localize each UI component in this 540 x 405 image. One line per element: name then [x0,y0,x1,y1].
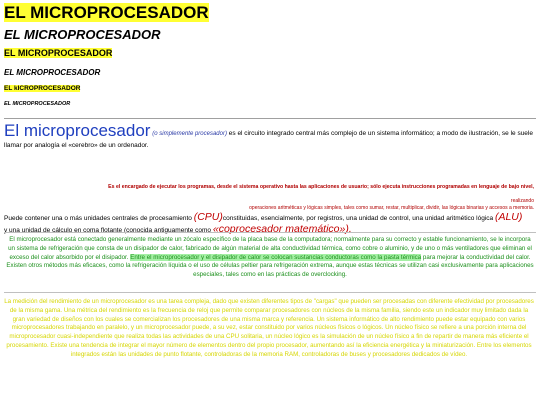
heading-5: EL kICROPROCESADOR [4,85,81,92]
divider [4,292,536,293]
red-paragraph-continued [4,198,534,211]
heading-6: EL MICROPROCESADOR [4,101,71,107]
red-paragraph-tail: operaciones aritméticas y lógicas simples, tales como sumar, restar, multiplicar, dividir, las lógicas binarias y accesos a memoria. [249,204,534,211]
cpu-text-2: constituidas, esencialmente, por registros, una unidad de control, una unidad aritmético lógica [222,215,495,222]
heading-2: EL MICROPROCESADOR [4,27,161,42]
intro-title: El microprocesador [4,121,151,140]
heading-3: EL MICROPROCESADOR [4,48,113,58]
intro-paragraph [4,121,534,152]
cpu-text-3: y una unidad de cálculo en coma flotante (conocida antiguamente como [4,227,213,234]
cpu-text-1: Puede contener una o más unidades centrales de procesamiento [4,215,194,222]
green-paragraph [6,236,534,280]
yellow-paragraph: La medición del rendimiento de un microprocesador es una tarea compleja, dado que existen diferentes tipos de "cargas" que pueden ser procesadas con diferente efectividad por procesadores de la misma gama. Una métrica del rendimiento es la frecuencia de reloj que permite comparar procesadores con núcleos de la misma familia, siendo este un indicador muy limitado dada la gran variedad de diseños con los cuales se comercializan los procesadores de una misma marca y referencia. Un sistema informático de alto rendimiento puede estar equipado con varios microprocesadores trabajando en paralelo, y un microprocesador puede, a su vez, estar constituido por varios núcleos físicos o lógicos. Un núcleo físico se refiere a una porción interna del microprocesador cuasi-independiente que realiza todas las actividades de una CPU solitaria, un núcleo lógico es la simulación de un núcleo físico a fin de repartir de manera más eficiente el procesamiento. Existe una tendencia de integrar el mayor número de elementos dentro del propio procesador, aumentando así la eficiencia energética y la miniaturización. Entre los elementos integrados están las unidades de punto flotante, controladoras de la memoria RAM, controladoras de buses y procesadores dedicados de vídeo. [4,298,534,358]
alu-term: (ALU) [494,211,523,223]
intro-text: es el circuito integrado central más complejo de un sistema informático; a modo de ilustración, se le suele llamar por analogía el «cerebro» de un ordenador. [4,130,533,149]
divider [4,232,536,233]
green-text-1: El microprocesador está conectado generalmente mediante un zócalo específico de la placa base de la computadora; normalmente para su correcto y estable funcionamiento, se le incorpora un sistema de refrigeración que consta de un disipador de calor, fabricado de algún material de alta conductividad térmica, como cobre o aluminio, y de uno o más ventiladores que eliminan el exceso del calor absorbido por el disipador. [8,236,532,261]
intro-aside: (o simplemente procesador) [152,131,227,137]
heading-4: EL MICROPROCESADOR [4,68,101,77]
red-paragraph-word: realizando [510,198,534,204]
green-highlight: Entre el microprocesador y el disipador de calor se colocan sustancias conductoras como la pasta térmica [130,253,422,261]
cpu-term: (CPU) [193,211,223,223]
green-text-2: para mejorar la conductividad del calor. Existen otros métodos más eficaces, como la refrigeración líquida o el uso de células peltier para refrigeración extrema, aunque estas técnicas se utilizan casi exclusivamente para aplicaciones especiales, tales como en las prácticas de overclocking. [6,253,534,279]
heading-1: EL MICROPROCESADOR [4,3,209,22]
red-paragraph: Es el encargado de ejecutar los programas, desde el sistema operativo hasta las aplicaciones de usuario; sólo ejecuta instrucciones programadas en lenguaje de bajo nivel, [108,184,534,190]
divider [4,118,536,119]
coprocessor-term: «coprocesador matemático»). [212,223,352,235]
